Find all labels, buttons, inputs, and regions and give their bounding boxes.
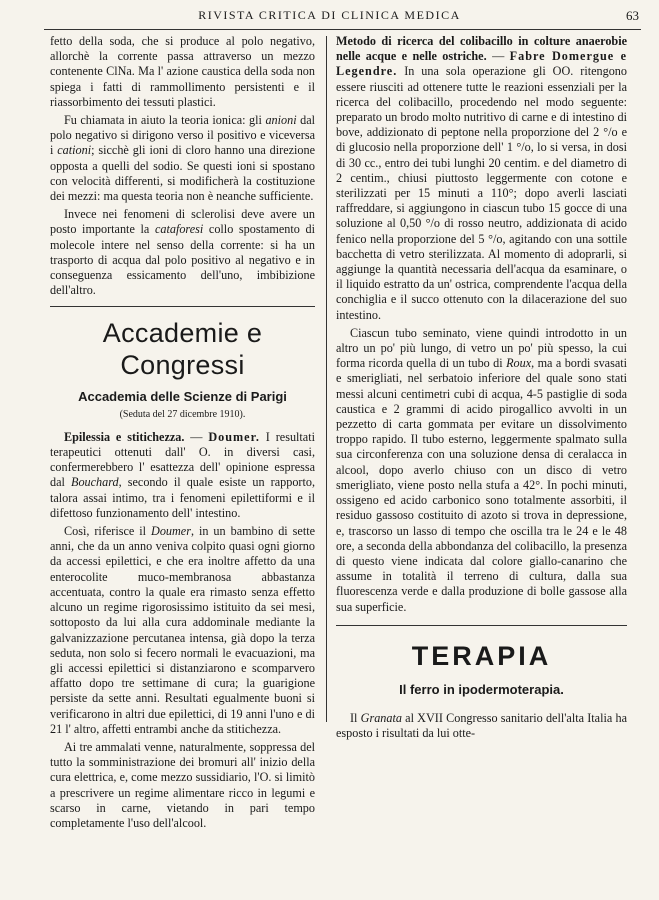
terapia-title: TERAPIA [411, 640, 552, 671]
left-column [50, 34, 315, 834]
paragraph: Il Granata al XVII Congresso sanitario dell'alta Italia ha esposto i risultati da lui otte- [336, 710, 627, 741]
column-divider [326, 36, 327, 722]
paragraph: Ai tre ammalati venne, naturalmente, soppressa del tutto la somministrazione dei bromuri all' inizio della cura elettrica, e, come mezzo sussidiario, l'O. si limitò a prescrivere un regime alimentare ricco in legumi e scarso in carne, vietando in pari tempo completamente l'uso dell'alcool. [50, 739, 315, 830]
page-number: 63 [626, 8, 639, 23]
section-rule [50, 306, 315, 307]
article-title: Metodo di ricerca del colibacillo in colture anaerobie nelle acque e nelle ostriche. [336, 34, 627, 64]
article-title: Epilessia e stitichezza. [64, 429, 185, 444]
section-title: Accademie e Congressi [102, 318, 263, 381]
paragraph: Così, riferisce il Doumer, in un bambino di sette anni, che da un anno veniva colpito quasi ogni giorno da accessi epilettici, e che era inoltre affetto da una enterocolite muco-membranosa abbastanza accentuata, contro la quale era rimasto senza effetto alcuno un regime rigorosissimo istituito da sei mesi, sottoposto da lui alla cura addominale mediante la galvanizzazione percutanea intensa, già dopo la terza seduta, non solo si fecero normali le evacuazioni, ma gli accessi epilettici si distanziarono e scomparvero affatto dopo tre settimane di cura; la guarigione persiste da sette anni. Resultati egualmente buoni si verificarono in altri due epilettici, di 19 anni l'uno e di 21 l' altro, affetti entrambi anche da stitichezza. [50, 524, 316, 736]
right-column [336, 34, 627, 744]
header-rule [44, 29, 641, 30]
academy-title: Accademia delle Scienze di Parigi [78, 389, 287, 405]
paragraph: fetto della soda, che si produce al polo negativo, allorchè la corrente passa attraverso un mezzo contenente ClNa. Ma l' azione caustica della soda non spiega i fatti di rammollimento persistenti e il riassorbimento dei tessuti plastici. [50, 34, 315, 109]
paragraph: Invece nei fenomeni di sclerolisi deve avere un posto importante la cataforesi collo spostamento di molecole intere nel senso della corrente: si ha un trasporto di acqua dal polo positivo al negativo e in conseguenza essicamento dell'uno, imbibizione dell'altro. [50, 207, 315, 298]
article-author: Doumer. [208, 429, 260, 444]
ferro-title: Il ferro in ipodermoterapia. [399, 681, 564, 697]
article-paragraph: Epilessia e stitichezza. — Doumer. I resultati terapeutici ottenuti dall' O. in diversi casi, confermerebbero l' esattezza dell' opinione espressa dal Bouchard, secondo il quale esiste un rapporto, talora assai intimo, tra i fenomeni epilettiformi e il difettoso funzionamento dell' intestino. [50, 429, 316, 520]
paragraph: Ciascun tubo seminato, viene quindi introdotto in un altro un po' più lungo, di vetro un po' più spesso, la cui forma ricorda quella di un tubo di Roux, ma a bordi svasati e smerigliati, nel serbatoio inferiore del quale sono stati messi alcuni centimetri cubi di acqua, 4-5 pastiglie di soda caustica e 2 grammi di acido pirogallico avvolti in un pezzetto di carta gommata per evitare un dissolvimento troppo rapido. Il tubo esterno, leggermente spalmato sulla sua circonferenza con una soluzione densa di ceralacca in alcool, dopo averlo chiuso con un disco di vetro smerigliato, viene posto nella stufa a 42°. In pochi minuti, ossigeno ed acido carbonico sono totalmente assorbiti, il residuo gassoso costituito di azoto si trova in depressione, e, trascorso un lasso di tempo che oscilla tra le 24 e le 48 ore, a seconda della abbondanza del colibacillo, la presenza di questo viene indicata dal colore giallo-canarino che assume in totalità il terreno di cultura, dalla sua fluorescenza verde e dalla produzione di bolle gassose alla sua superficie. [336, 325, 628, 614]
paragraph: Fu chiamata in aiuto la teoria ionica: gli anioni dal polo negativo si dirigono verso il positivo e viceversa i cationi; sicchè gli ioni di cloro hanno una direzione opposta a quelli del sodio. Se questi ioni si spostano con velocità differenti, si modificherà la costituzione dei mezzi: ma questa teoria non è neanche sufficiente. [50, 113, 316, 204]
article-paragraph: Metodo di ricerca del colibacillo in colture anaerobie nelle acque e nelle ostriche. — Fabre Domergue e Legendre. In una sola operazione gli OO. ritengono essere riusciti ad ottenere tutte le reazioni essenziali per la ricerca del colibacillo, procedendo nel modo seguente: preparato un brodo molto nutritivo di carne e di intestino di bove, addizionato di peptone nella proporzione del 2 °/o e di glucosio nella proporzione dell' 1 °/o, lo si versa, in dosi di 30 cc., entro dei tubi lunghi 20 centim. e del diametro di 2 centim., chiusi piuttosto leggermente con cotone e sterilizzati per 15 minuti a 110°; dopo averli lasciati raffreddare, si aggiungono in ciascun tubo 15 gocce di una soluzione al 0,50 °/o di rosso neutro, addizionata di acido fenico nella proporzione del 5 °/o, agitando con una sottile bacchetta di vetro sterilizzata. Al momento di adoprarli, si aggiunge la quantità necessaria dell'acqua da esaminare, o il liquido estratto da un' ostrica, comprendente l'acqua della conchiglia e il succo ottenuto con la dilacerazione del suo intestino. [336, 34, 627, 322]
section-rule [336, 625, 627, 626]
journal-title: RIVISTA CRITICA DI CLINICA MEDICA [198, 8, 461, 22]
session-date: (Seduta del 27 dicembre 1910). [119, 408, 246, 420]
running-header [0, 8, 659, 28]
article-author: Fabre Domergue e Legendre. [336, 49, 627, 79]
